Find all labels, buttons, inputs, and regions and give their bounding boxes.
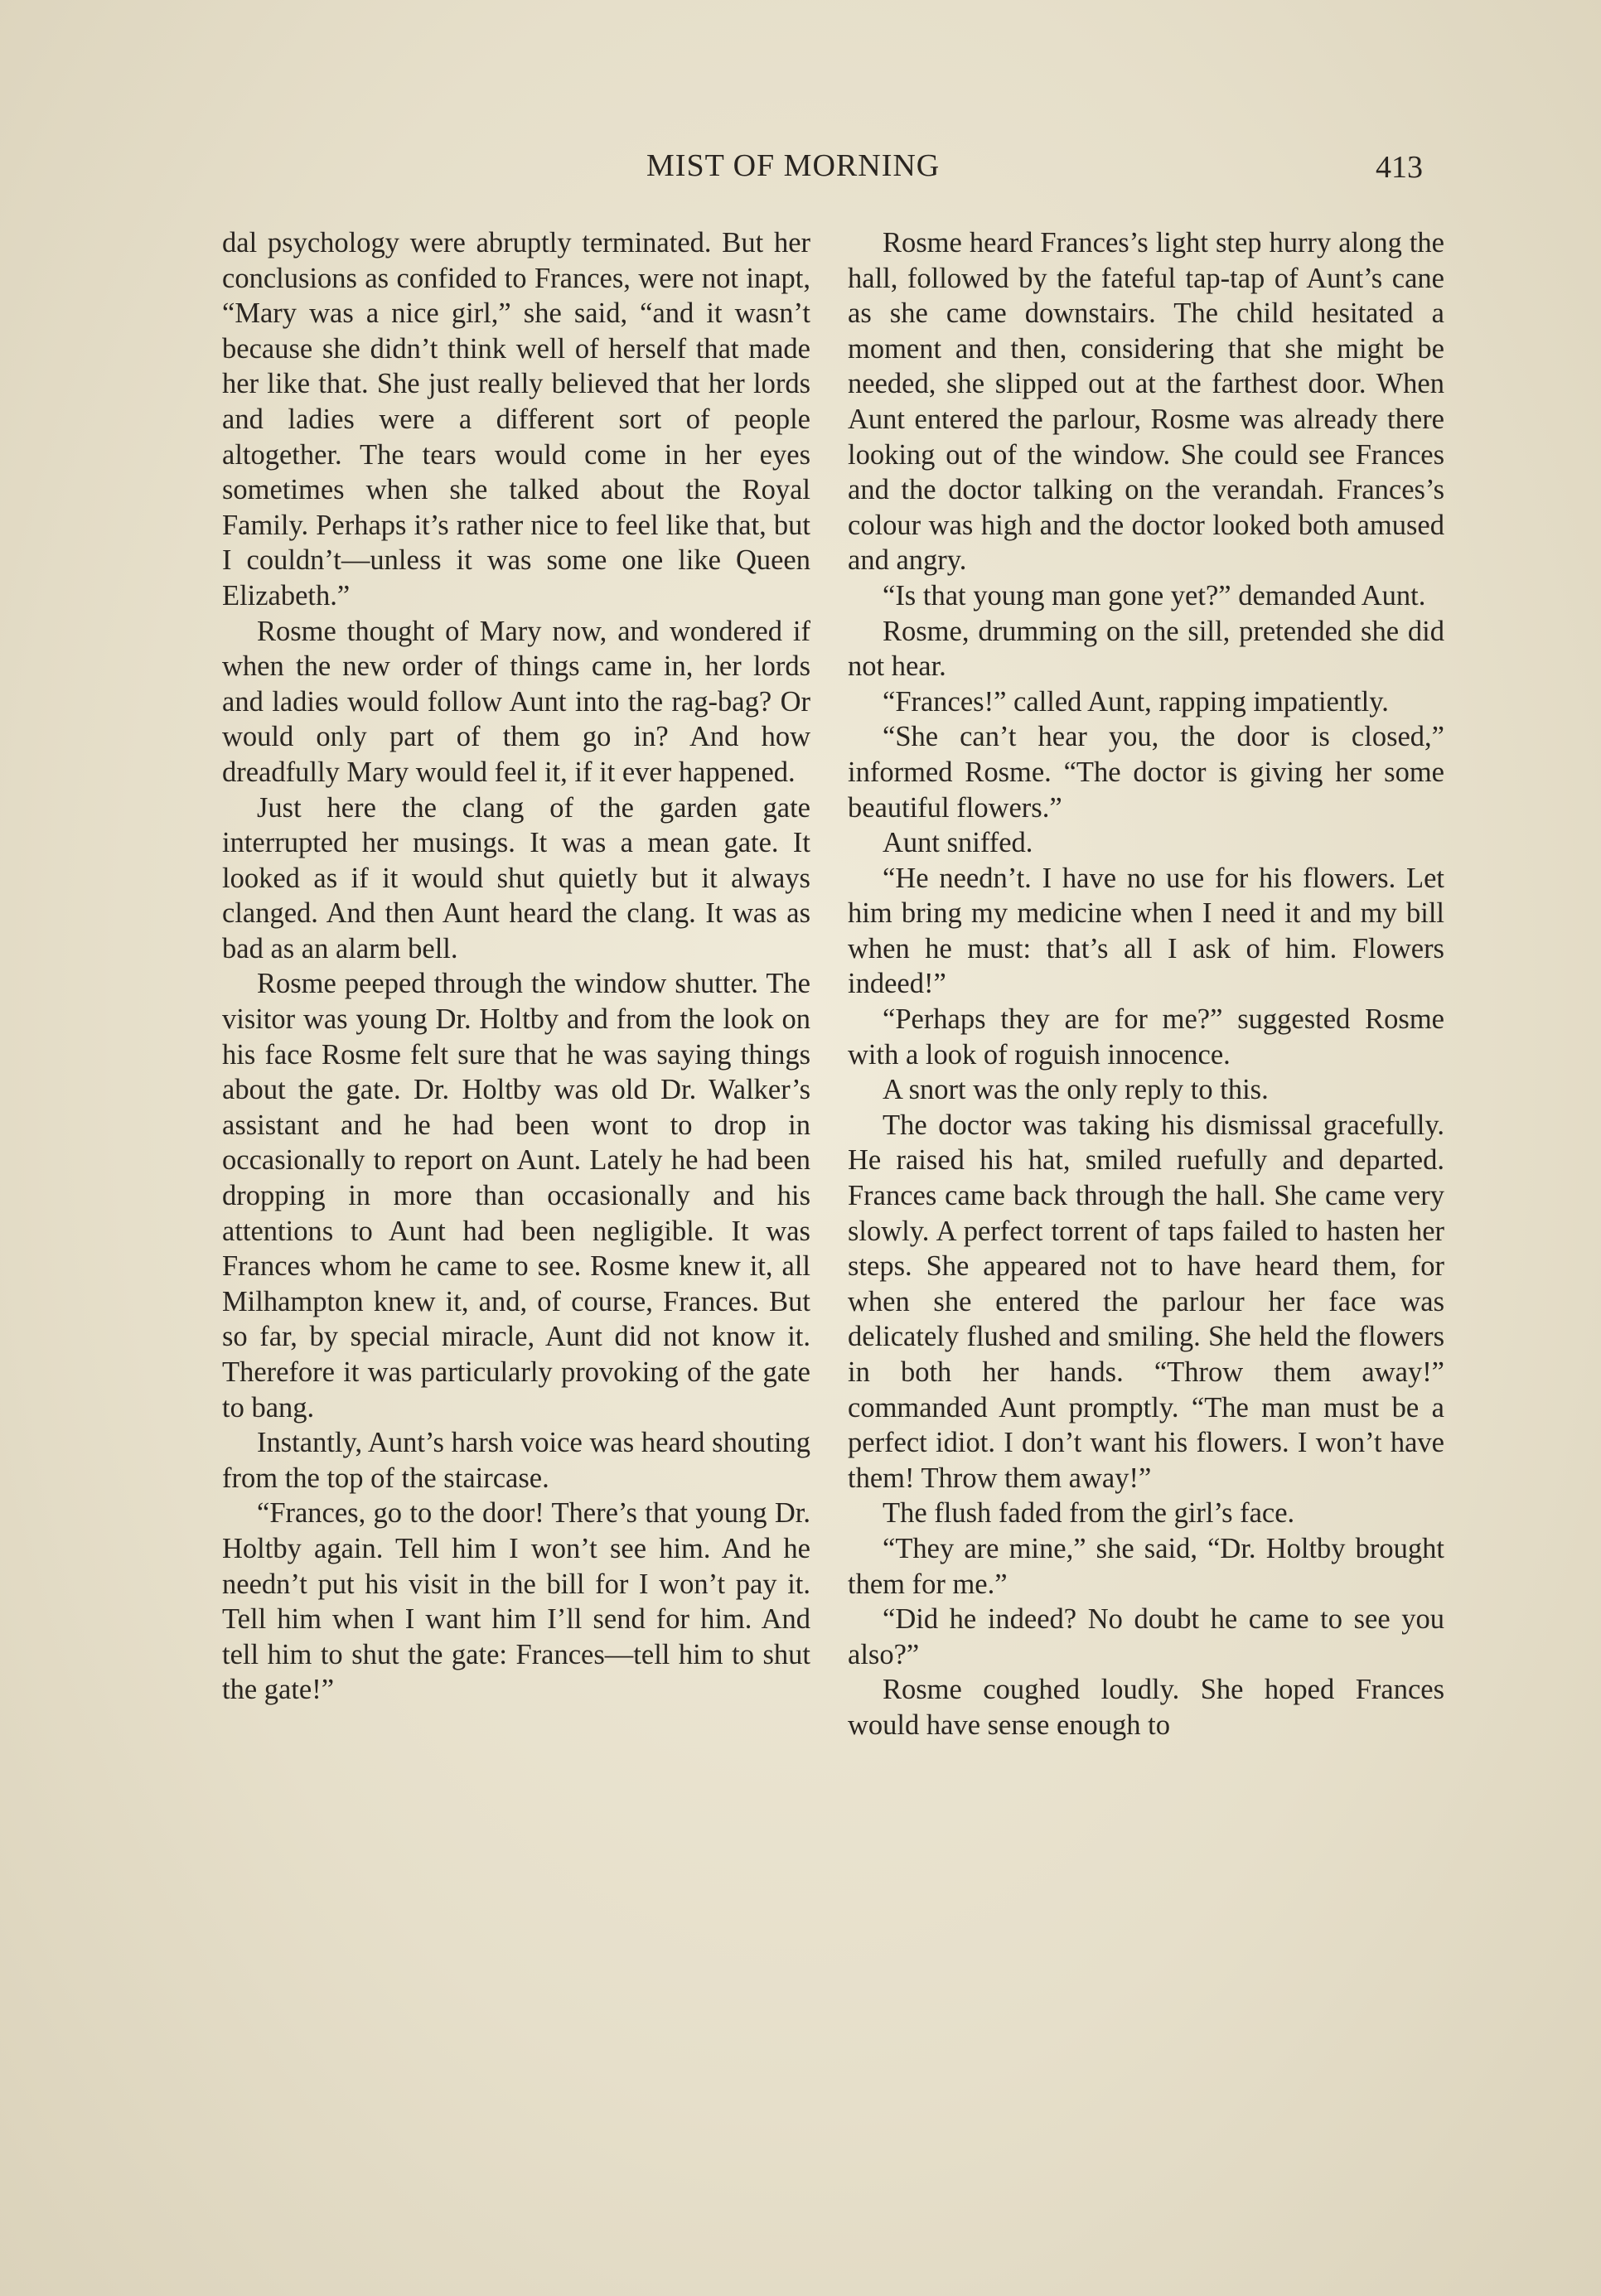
paragraph: Rosme coughed loudly. She hoped Frances would have sense enough to	[848, 1674, 1444, 1741]
paragraph: “She can’t hear you, the door is closed,” informed Rosme. “The doctor is giving her some beautiful flowers.”	[848, 721, 1444, 824]
paragraph: Aunt sniffed.	[883, 827, 1033, 859]
paragraph: The doctor was taking his dismissal gracefully. He raised his hat, smiled ruefully and departed. Frances came back through the hall. She came very slowly. A perfect torrent of taps failed to hasten her steps. She appeared not to have heard them, for when she entered the parlour her face was delicately flushed and smiling. She held the flowers in both her hands. “Throw them away!” commanded Aunt promptly. “The man must be a perfect idiot. I don’t want his flowers. I won’t have them! Throw them away!”	[848, 1109, 1444, 1494]
paragraph: “They are mine,” she said, “Dr. Holtby brought them for me.”	[848, 1532, 1444, 1600]
left-column	[222, 225, 810, 1708]
paragraph: Rosme heard Frances’s light step hurry along the hall, followed by the fateful tap-tap of Aunt’s cane as she came downstairs. The child hesitated a moment and then, considering that she might be needed, she slipped out at the farthest door. When Aunt entered the parlour, Rosme was already there looking out of the window. She could see Frances and the doctor talking on the verandah. Frances’s colour was high and the doctor looked both amused and angry.	[848, 227, 1444, 577]
paragraph: The flush faded from the girl’s face.	[883, 1497, 1295, 1530]
page-number: 413	[1376, 150, 1423, 185]
right-column	[848, 225, 1444, 1743]
paragraph: “Perhaps they are for me?” suggested Rosme with a look of roguish innocence.	[848, 1003, 1444, 1071]
running-title: MIST OF MORNING	[646, 148, 941, 183]
paragraph: “Is that young man gone yet?” demanded Aunt.	[883, 579, 1426, 611]
paragraph: Rosme peeped through the window shutter. The visitor was young Dr. Holtby and from the look on his face Rosme felt sure that he was saying things about the gate. Dr. Holtby was old Dr. Walker’s assistant and he had been wont to drop in occasionally to report on Aunt. Lately he had been dropping in more than occasionally and his attentions to Aunt had been negligible. It was Frances whom he came to see. Rosme knew it, all Milhampton knew it, and, of course, Frances. But so far, by special miracle, Aunt did not know it. Therefore it was particularly provoking of the gate to bang.	[222, 968, 810, 1424]
paragraph: Rosme, drumming on the sill, pretended she did not hear.	[848, 615, 1444, 683]
paragraph: Rosme thought of Mary now, and wondered if when the new order of things came in, her lords and ladies would follow Aunt into the rag-bag? Or would only part of them go in? And how dreadfully Mary would feel it, if it ever happened.	[222, 615, 810, 788]
paragraph: A snort was the only reply to this.	[883, 1074, 1269, 1106]
paragraph: “Frances, go to the door! There’s that young Dr. Holtby again. Tell him I won’t see him. And he needn’t put his visit in the bill for I won’t pay it. Tell him when I want him I’ll send for him. And tell him to shut the gate: Frances—tell him to shut the gate!”	[222, 1497, 810, 1706]
paragraph: dal psychology were abruptly terminated. But her conclusions as confided to Frances, were not inapt, “Mary was a nice girl,” she said, “and it wasn’t because she didn’t think well of herself that made her like that. She just really believed that her lords and ladies were a different sort of people altogether. The tears would come in her eyes sometimes when she talked about the Royal Family. Perhaps it’s rather nice to feel like that, but I couldn’t—unless it was some one like Queen Elizabeth.”	[222, 227, 810, 611]
paragraph: “He needn’t. I have no use for his flowers. Let him bring my medicine when I need it and my bill when he must: that’s all I ask of him. Flowers indeed!”	[848, 862, 1444, 1000]
paragraph: “Frances!” called Aunt, rapping impatiently.	[883, 685, 1389, 718]
paragraph: Just here the clang of the garden gate interrupted her musings. It was a mean gate. It looked as if it would shut quietly but it always clanged. And then Aunt heard the clang. It was as bad as an alarm bell.	[222, 791, 810, 964]
paragraph: Instantly, Aunt’s harsh voice was heard shouting from the top of the staircase.	[222, 1427, 810, 1494]
paragraph: “Did he indeed? No doubt he came to see you also?”	[848, 1603, 1444, 1670]
running-head	[0, 147, 1601, 189]
